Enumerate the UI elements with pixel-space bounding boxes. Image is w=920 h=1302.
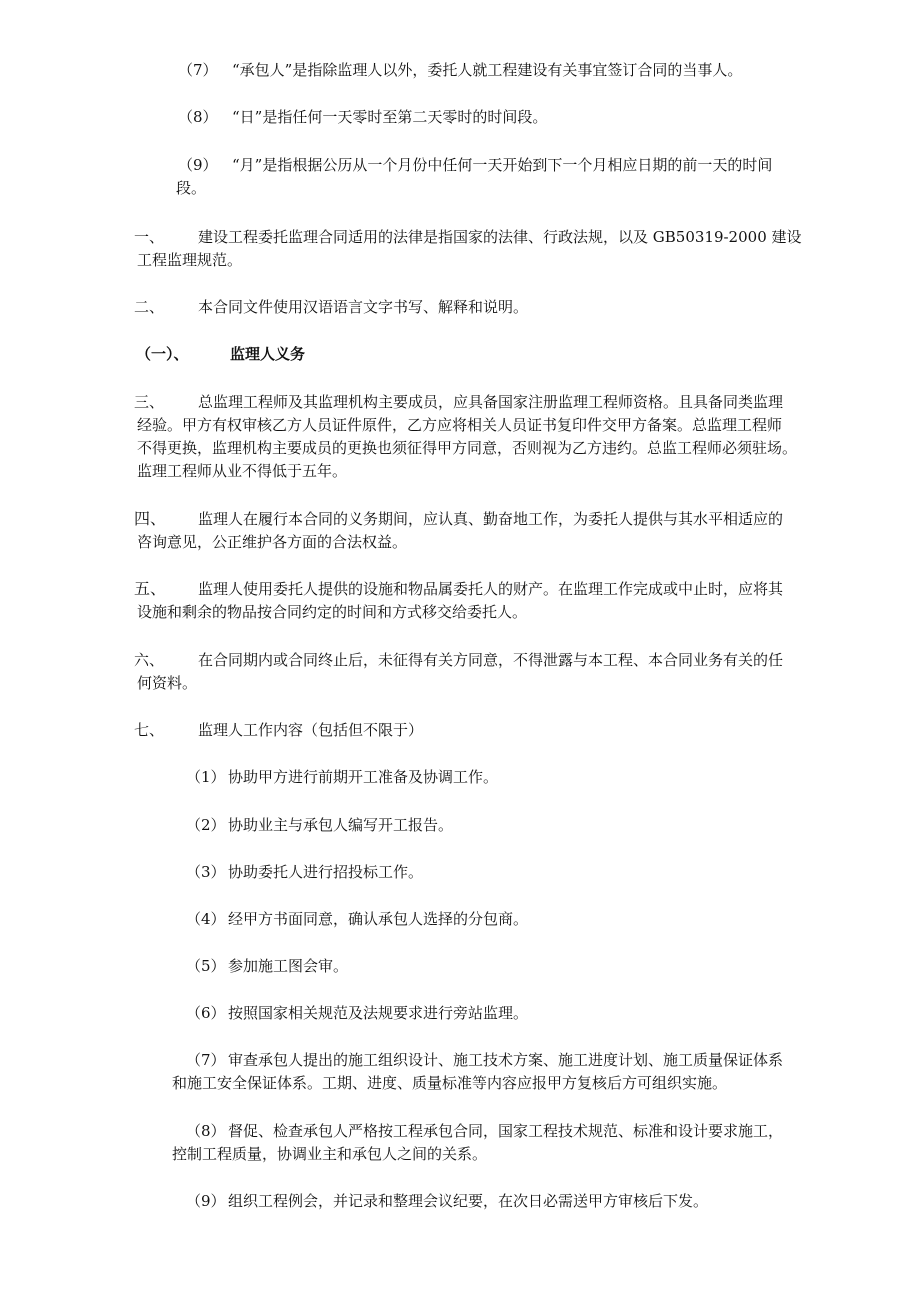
work-item-number: （5） — [186, 957, 226, 975]
work-item-7-continuation: 和施工安全保证体系。工期、进度、质量标准等内容应报甲方复核后方可组织实施。 — [172, 1074, 728, 1092]
clause-1-line-1: 建设工程委托监理合同适用的法律是指国家的法律、行政法规，以及 GB50319-2000 建设 — [198, 228, 802, 246]
work-item-number: （1） — [186, 768, 226, 786]
work-item-8-continuation: 控制工程质量，协调业主和承包人之间的关系。 — [172, 1145, 488, 1163]
work-item-text: 经甲方书面同意，确认承包人选择的分包商。 — [228, 910, 529, 928]
clause-7-number: 七、 — [134, 721, 165, 739]
definition-number: （8） — [178, 108, 218, 126]
definition-9 — [178, 154, 772, 176]
work-item-9 — [186, 1190, 708, 1212]
clause-3-line-4: 监理工程师从业不得低于五年。 — [137, 462, 348, 480]
clause-4-line-2: 咨询意见，公正维护各方面的合法权益。 — [137, 533, 408, 551]
clause-3-number: 三、 — [134, 393, 165, 411]
clause-2-number: 二、 — [134, 298, 165, 316]
work-item-number: （3） — [186, 863, 226, 881]
clause-5-line-1: 监理人使用委托人提供的设施和物品属委托人的财产。在监理工作完成或中止时，应将其 — [198, 580, 784, 598]
definition-7 — [178, 59, 742, 81]
clause-6-line-1: 在合同期内或合同终止后，未征得有关方同意，不得泄露与本工程、本合同业务有关的任 — [198, 651, 784, 669]
section-heading-number: （一）、 — [136, 345, 189, 363]
work-item-text: 按照国家相关规范及法规要求进行旁站监理。 — [228, 1004, 529, 1022]
work-item-number: （2） — [186, 816, 226, 834]
definition-number: （9） — [178, 156, 218, 174]
work-item-5 — [186, 955, 348, 977]
definition-text: “月”是指根据公历从一个月份中任何一天开始到下一个月相应日期的前一天的时间 — [232, 156, 773, 174]
clause-4-line-1: 监理人在履行本合同的义务期间，应认真、勤奋地工作，为委托人提供与其水平相适应的 — [198, 510, 784, 528]
work-item-text: 参加施工图会审。 — [228, 957, 349, 975]
work-item-number: （4） — [186, 910, 226, 928]
work-item-number: （8） — [186, 1122, 226, 1140]
definition-text: “日”是指任何一天零时至第二天零时的时间段。 — [232, 108, 548, 126]
clause-1-line-2: 工程监理规范。 — [137, 251, 243, 269]
clause-3-line-1: 总监理工程师及其监理机构主要成员，应具备国家注册监理工程师资格。且具备同类监理 — [198, 393, 784, 411]
work-item-8 — [186, 1120, 783, 1142]
work-item-text: 协助业主与承包人编写开工报告。 — [228, 816, 454, 834]
clause-6-number: 六、 — [134, 651, 165, 669]
work-item-7 — [186, 1049, 783, 1071]
work-item-text: 组织工程例会，并记录和整理会议纪要，在次日必需送甲方审核后下发。 — [228, 1192, 709, 1210]
work-item-text: 协助委托人进行招投标工作。 — [228, 863, 424, 881]
work-item-1 — [186, 766, 498, 788]
work-item-2 — [186, 814, 453, 836]
clause-4-number: 四、 — [134, 509, 167, 528]
definition-text: “承包人”是指除监理人以外，委托人就工程建设有关事宜签订合同的当事人。 — [232, 61, 743, 79]
definition-number: （7） — [178, 61, 218, 79]
work-item-number: （9） — [186, 1192, 226, 1210]
work-item-6 — [186, 1002, 528, 1024]
clause-3-line-3: 不得更换，监理机构主要成员的更换也须征得甲方同意，否则视为乙方违约。总监工程师必须驻场。 — [137, 439, 798, 457]
definition-8 — [178, 106, 547, 128]
clause-3-line-2: 经验。甲方有权审核乙方人员证件原件，乙方应将相关人员证书复印件交甲方备案。总监理工程师 — [137, 416, 783, 434]
section-heading-title: 监理人义务 — [230, 345, 306, 363]
clause-1-number: 一、 — [134, 228, 165, 246]
definition-9-continuation: 段。 — [176, 179, 207, 197]
clause-2-line-1: 本合同文件使用汉语语言文字书写、解释和说明。 — [198, 298, 529, 316]
work-item-number: （7） — [186, 1051, 226, 1069]
work-item-3 — [186, 861, 423, 883]
clause-6-line-2: 何资料。 — [137, 674, 198, 692]
work-item-4 — [186, 908, 528, 930]
work-item-text: 协助甲方进行前期开工准备及协调工作。 — [228, 768, 499, 786]
clause-5-line-2: 设施和剩余的物品按合同约定的时间和方式移交给委托人。 — [137, 603, 528, 621]
work-item-text: 审查承包人提出的施工组织设计、施工技术方案、施工进度计划、施工质量保证体系 — [228, 1051, 784, 1069]
work-item-number: （6） — [186, 1004, 226, 1022]
work-item-text: 督促、检查承包人严格按工程承包合同，国家工程技术规范、标准和设计要求施工， — [228, 1122, 784, 1140]
clause-5-number: 五、 — [134, 579, 167, 598]
clause-7-line-1: 监理人工作内容（包括但不限于） — [198, 721, 424, 739]
